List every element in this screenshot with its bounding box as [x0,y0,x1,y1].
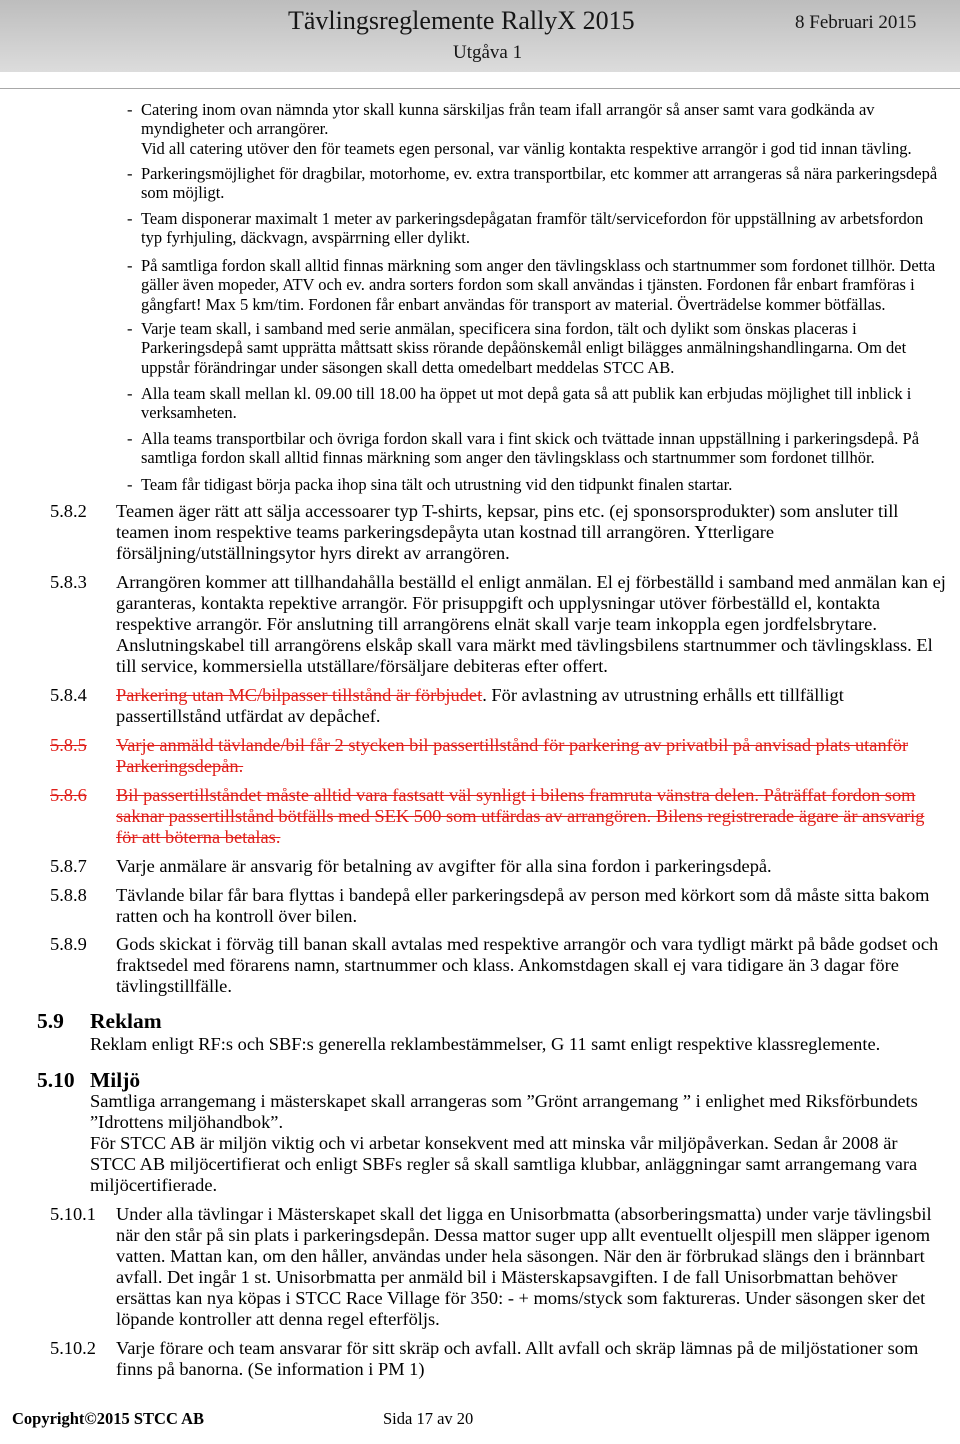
bullet-dash: - [127,429,133,448]
section-5-8-5 [50,735,909,777]
section-line: Varje förare och team ansvarar för sitt skräp och avfall. Allt avfall och skräp lämnas på de miljöstationer som [116,1338,919,1358]
bullet-line: gångfart! Max 5 km/tim. Fordonen får enbart användas för transport av material. Överträdelse kommer bötfällas. [141,294,886,314]
miljo-paragraph [90,1091,918,1133]
section-line: Anslutningskabel till arrangörens elskåp skall vara märkt med tävlingsbilens startnummer och tävlingsklass. El [116,635,933,655]
section-number: 5.8.9 [50,934,87,954]
section-number: 5.8.7 [50,856,87,876]
paragraph-line: Samtliga arrangemang i mästerskapet skall arrangeras som ”Grönt arrangemang ” i enlighet med Riksförbundets [90,1091,918,1111]
section-line: tävlingstillfälle. [116,976,232,996]
paragraph-line: STCC AB miljöcertifierat och enligt SBFs regler så skall samtliga klubbar, anläggningar samt arrangemang vara [90,1154,918,1174]
bullet-line: Catering inom ovan nämnda ytor skall kunna särskiljas från team ifall arrangör så anser samt vara godkända av [141,100,875,119]
section-line: ersättas kan nya köpas i STCC Race Village för 350: - + moms/styck som faktureras. Under säsongen sker det [116,1288,926,1308]
bullet-line: På samtliga fordon skall alltid finnas märkning som anger den tävlingsklass och startnummer som fordonet tillhör. Detta [141,256,936,275]
paragraph-line: miljöcertifierade. [90,1175,218,1195]
section-line: finns på banorna. (Se information i PM 1) [116,1359,425,1379]
heading-number: 5.9 [37,1009,64,1033]
bullet-line: Parkeringsdepå samt upprätta måttsatt skiss rörande depåönskemål enligt bilägges anmälningshandlingarna. Om det [141,338,907,358]
bullet-dash: - [127,319,133,338]
reklam-paragraph [90,1034,880,1055]
bullet-item [127,100,912,158]
section-line: när den står på sin plats i parkeringsdepån. Dessa mattor suger upp allt eventuellt oljespill men släpper igenom [116,1225,931,1245]
deleted-text: saknar passertillstånd bötfälls med SEK 500 som utfärdas av arrangören. Bilens registrerade ägare är ansvarig [116,806,925,826]
section-line: försäljning/utställningsytor hyrs direkt av arrangören. [116,543,510,563]
section-5-10-2 [50,1338,919,1380]
bullet-item [127,209,924,248]
bullet-item [127,475,733,494]
header-title: Tävlingsreglemente RallyX 2015 [288,6,635,35]
bullet-dash: - [127,164,133,183]
bullet-line: Parkeringsmöjlighet för dragbilar, motorhome, ev. extra transportbilar, etc kommer att arrangeras så nära parkeringsdepå [141,164,938,183]
section-line: fraktsedel med förarens namn, startnummer och klass. Ankomstdagen skall ej vara tidigare än 3 dagar före [116,955,899,975]
deleted-text: Parkeringsdepån. [116,756,244,776]
bullet-dash: - [127,475,133,494]
bullet-line: Varje team skall, i samband med serie anmälan, specificera sina fordon, tält och dylikt som önskas placeras i [141,319,857,338]
section-line: Under alla tävlingar i Mästerskapet skall det ligga en Unisorbmatta (absorberingsmatta) under varje tävlingsbil [116,1204,932,1224]
section-number: 5.10.2 [50,1338,96,1358]
header-divider [0,88,960,89]
heading-title: Miljö [90,1068,141,1092]
paragraph-line: Reklam enligt RF:s och SBF:s generella reklambestämmelser, G 11 samt enligt respektive klassreglemente. [90,1034,881,1054]
section-5-8-9 [50,934,939,997]
section-line: Gods skickat i förväg till banan skall avtalas med respektive arrangör och vara tydligt märkt på både godset och [116,934,939,954]
bullet-line: Team får tidigast börja packa ihop sina tält och utrustning vid den tidpunkt finalen startar. [141,475,733,494]
bullet-line: Team disponerar maximalt 1 meter av parkeringsdepågatan framför tält/servicefordon för uppställning av arbetsfordon [141,209,924,228]
section-line: garanteras, kontakta repektive arrangör. För prisuppgift och upplysningar utöver förbeställd el, kontakta [116,593,881,613]
section-number: 5.8.2 [50,501,87,521]
bullet-line: Vid all catering utöver den för teamets egen personal, var vänlig kontakta respektive arrangör i god tid innan tävling. [141,138,912,158]
heading-miljo [37,1068,141,1092]
section-line: löpande kontroller att denna regel efterföljs. [116,1309,440,1329]
section-5-8-4 [50,685,844,727]
footer-copyright: Copyright©2015 STCC AB [12,1409,205,1428]
heading-number: 5.10 [37,1068,75,1092]
bullet-line: Alla team skall mellan kl. 09.00 till 18.00 ha öppet ut mot depå gata så att publik kan erbjudas möjlighet till inblick i [141,384,912,403]
section-line: teamen inom respektive teams parkeringsdepåyta utan kostnad till arrangören. Ytterligare [116,522,775,542]
bullet-line: uppstår förändringar under säsongen skall detta omedelbart meddelas STCC AB. [141,357,675,377]
paragraph-line: För STCC AB är miljön viktig och vi arbetar konsekvent med att minska vår miljöpåverkan. Sedan år 2008 är [90,1133,898,1153]
section-5-8-6 [50,785,925,848]
section-line: Arrangören kommer att tillhandahålla beställd el enligt anmälan. El ej förbeställd i samband med anmälan kan ej [116,572,946,592]
header-date: 8 Februari 2015 [795,12,917,33]
section-line: passertillstånd utfärdat av depåchef. [116,706,381,726]
deleted-text: Parkering utan MC/bilpasser tillstånd är förbjudet [116,685,483,705]
section-number: 5.8.6 [50,785,87,805]
miljo-paragraph [90,1133,917,1196]
section-line-rest: . För avlastning av utrustning erhålls ett tillfälligt [482,685,844,705]
bullet-line: Alla teams transportbilar och övriga fordon skall vara i fint skick och tvättade innan uppställning i parkeringsdepå. På [141,429,920,448]
section-line: respektive arrangör. För anslutning till arrangörens elnät skall varje team inkoppla egen jordfelsbrytare. [116,614,877,634]
bullet-item [127,319,907,377]
bullet-dash: - [127,100,133,119]
footer-page-number: Sida 17 av 20 [383,1409,474,1428]
section-number: 5.8.4 [50,685,87,705]
section-line: vatten. Mattan kan, om den håller, användas under hela säsongen. När den är förbrukad slängs den i brännbart [116,1246,925,1266]
heading-reklam [37,1009,162,1033]
bullet-dash: - [127,384,133,403]
section-number: 5.8.3 [50,572,87,592]
bullet-line: gäller även mopeder, ATV och ev. andra sorters fordon som skall användas i tjänsten. Fordonen får enbart framföras i [141,275,915,295]
bullet-line: myndigheter och arrangörer. [141,119,329,139]
heading-title: Reklam [90,1009,162,1033]
section-5-8-2 [50,501,899,564]
deleted-text: Bil passertillståndet måste alltid vara fastsatt väl synligt i bilens framruta vänstra delen. Påträffat fordon som [116,785,916,805]
section-5-8-7 [50,856,772,877]
section-line: avfall. Det ingår 1 st. Unisorbmatta per anmäld bil i Mästerskapsavgiften. I de fall Unisorbmattan behöver [116,1267,898,1287]
section-5-8-3 [50,572,946,677]
bullet-line: som möjligt. [141,183,225,203]
header-edition: Utgåva 1 [453,42,523,63]
bullet-item [127,429,920,468]
section-line: Tävlande bilar får bara flyttas i bandepå eller parkeringsdepå av person med körkort som då måste sitta bakom [116,885,930,905]
bullet-dash: - [127,209,133,228]
paragraph-line: ”Idrottens miljöhandbok”. [90,1112,284,1132]
section-number: 5.10.1 [50,1204,96,1224]
bullet-line: samtliga fordon skall alltid finnas märkning som anger den tävlingsklass och startnummer som fordonet tillhör. [141,448,875,468]
bullet-line: typ fyrhjuling, däckvagn, avspärrning eller dylikt. [141,228,471,248]
bullet-item [127,384,912,423]
bullet-item [127,164,938,203]
section-5-10-1 [50,1204,932,1330]
section-number: 5.8.5 [50,735,87,755]
section-line [116,685,844,706]
bullet-line: verksamheten. [141,403,237,423]
bullet-dash: - [127,256,133,275]
section-number: 5.8.8 [50,885,87,905]
section-5-8-8 [50,885,930,927]
deleted-text: för att böterna betalas. [116,827,281,847]
bullet-item [127,256,936,314]
section-line: Varje anmälare är ansvarig för betalning av avgifter för alla sina fordon i parkeringsdepå. [116,856,772,876]
section-line: Teamen äger rätt att sälja accessoarer typ T-shirts, kepsar, pins etc. (ej sponsorsprodukter) som ansluter till [116,501,899,521]
section-line: till service, kommersiella utställare/försäljare debiteras efter offert. [116,656,608,676]
deleted-text: Varje anmäld tävlande/bil får 2 stycken bil passertillstånd för parkering av privatbil på anvisad plats utanför [116,735,909,755]
section-line: ratten och ha kontroll över bilen. [116,906,358,926]
